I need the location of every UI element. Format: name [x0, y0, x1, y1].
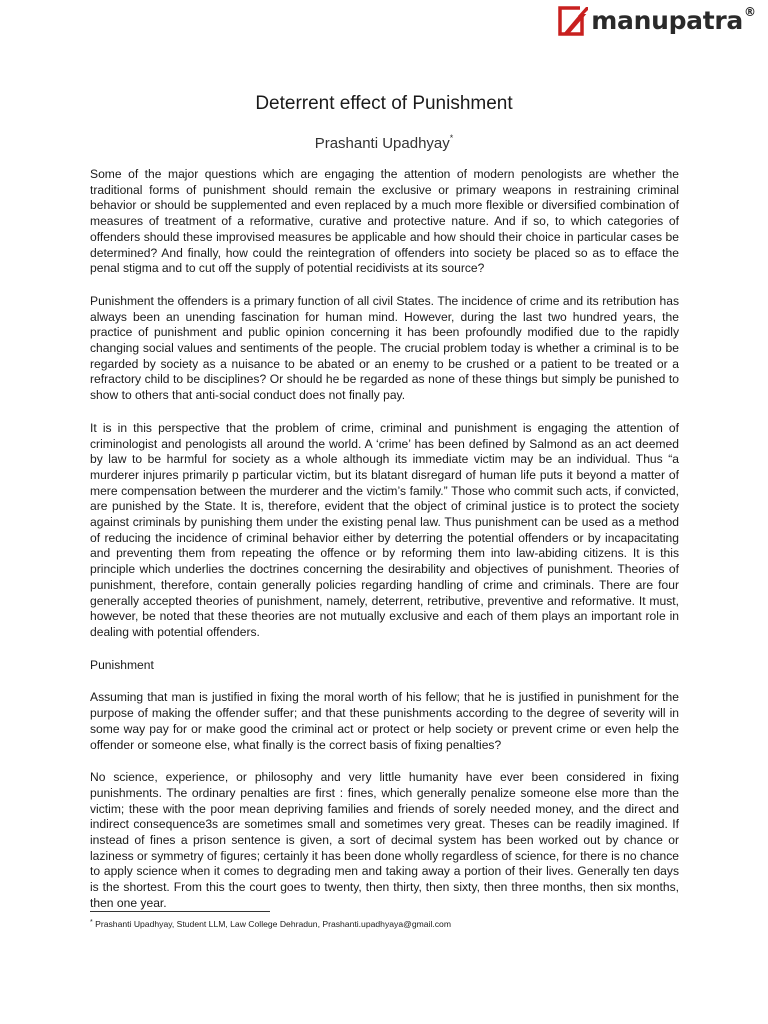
- footnote-text: Prashanti Upadhyay, Student LLM, Law College Dehradun, Prashanti.upadhyaya@gmail.com: [95, 919, 451, 929]
- footnote-marker: *: [90, 919, 93, 926]
- manupatra-logo-icon: [558, 6, 588, 36]
- paragraph: Assuming that man is justified in fixing the moral worth of his fellow; that he is justified in punishment for the purpose of making the offender suffer; and that these punishments according to the degree of severity will in some way pay for or make good the criminal act or protect or help society or prevent crime or even help the offender or someone else, what finally is the correct basis of fixing penalties?: [90, 690, 679, 752]
- paragraph: No science, experience, or philosophy and very little humanity have ever been considered in fixing punishments. The ordinary penalties are first : fines, which generally penalize someone else more than the victim; these with the poor mean depriving families and friends of sorely needed money, and the direct and indirect consequence3s are sometimes small and sometimes very great. Theses can be readily imagined. If instead of fines a prison sentence is given, a sort of decimal system has been worked out by chance or laziness or symmetry of figures; certainly it has been done wholly regardless of science, for there is no chance to apply science when it comes to degrading men and taking away a portion of their lives. Generally ten days is the shortest. From this the court goes to twenty, then thirty, then sixty, then three months, then six months, then one year.: [90, 770, 679, 910]
- author-name: Prashanti Upadhyay: [314, 135, 450, 152]
- document-title: Deterrent effect of Punishment: [255, 93, 513, 114]
- author-line: [0, 134, 768, 154]
- registered-mark: ®: [744, 5, 756, 19]
- brand-name: manupatra: [591, 6, 743, 35]
- section-heading: Punishment: [90, 657, 154, 672]
- paragraph: Some of the major questions which are engaging the attention of modern penologists are whether the traditional forms of punishment should remain the exclusive or primary weapons in restraining criminal behavior or should be supplemented and even replaced by a much more flexible or diversified combination of measures of treatment of a reformative, curative and protective nature. And if so, to which categories of offenders should these improvised measures be applicable and how should their choice in particular cases be determined? And finally, how could the reintegration of offenders into society be placed so as to efface the penal stigma and to cut off the supply of potential recidivists at its source?: [90, 167, 679, 276]
- author-footnote-marker: *: [449, 133, 454, 143]
- footnote: [90, 918, 679, 930]
- paragraph: Punishment the offenders is a primary function of all civil States. The incidence of crime and its retribution has always been an unending fascination for human mind. However, during the last two hundred years, the practice of punishment and public opinion concerning it has been profoundly modified due to the rapidly changing social values and sentiments of the people. The crucial problem today is whether a criminal is to be regarded by society as a nuisance to be abated or an enemy to be crushed or a patient to be treated or a refractory child to be disciplines? Or should he be regarded as none of these things but simply be punished to show to others that anti-social conduct does not finally pay.: [90, 293, 679, 403]
- manupatra-logo: [558, 4, 756, 38]
- paragraph: It is in this perspective that the problem of crime, criminal and punishment is engaging the attention of criminologist and penologists all around the world. A ‘crime’ has been defined by Salmond as an act deemed by law to be harmful for society as a whole although its immediate victim may be an individual. Thus “a murderer injures primarily p particular victim, but its blatant disregard of human life puts it beyond a matter of mere compensation between the murderer and the victim’s family.” Those who commit such acts, if convicted, are punished by the State. It is, therefore, evident that the object of criminal justice is to protect the society against criminals by punishing them under the existing penal law. Thus punishment can be used as a method of reducing the incidence of criminal behavior either by deterring the potential offenders or by incapacitating and preventing them from repeating the offence or by reforming them into law-abiding citizens. It is this principle which underlies the doctrines concerning the desirability and objectives of punishment. Theories of punishment, therefore, contain generally policies regarding handling of crime and criminals. There are four generally accepted theories of punishment, namely, deterrent, retributive, preventive and reformative. It must, however, be noted that these theories are not mutually exclusive and each of them plays an important role in dealing with potential offenders.: [90, 420, 679, 639]
- document-body: [90, 167, 679, 929]
- footnote-divider: [90, 911, 270, 912]
